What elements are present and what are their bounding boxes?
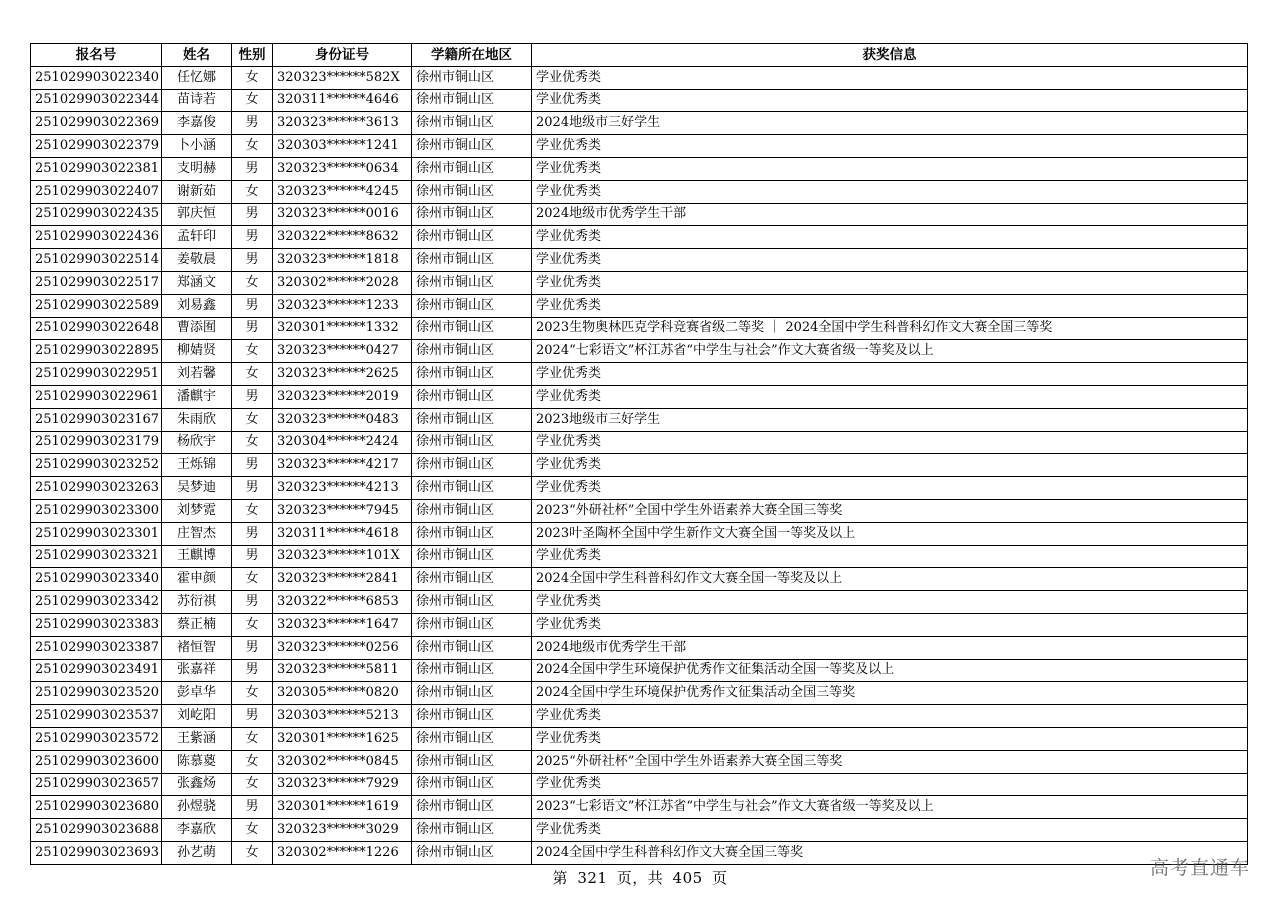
school-region-cell: 徐州市铜山区 bbox=[412, 773, 532, 796]
id-number-cell: 320311******4618 bbox=[273, 522, 412, 545]
registration-number-cell: 251029903022961 bbox=[31, 385, 162, 408]
registration-number-cell: 251029903023301 bbox=[31, 522, 162, 545]
gender-cell: 男 bbox=[232, 203, 273, 226]
header-id-number: 身份证号 bbox=[273, 44, 412, 67]
registration-number-cell: 251029903022344 bbox=[31, 89, 162, 112]
id-number-cell: 320303******1241 bbox=[273, 135, 412, 158]
school-region-cell: 徐州市铜山区 bbox=[412, 226, 532, 249]
award-info-cell: 学业优秀类 bbox=[532, 294, 1248, 317]
id-number-cell: 320323******2019 bbox=[273, 385, 412, 408]
name-cell: 李嘉俊 bbox=[162, 112, 232, 135]
school-region-cell: 徐州市铜山区 bbox=[412, 454, 532, 477]
gender-cell: 女 bbox=[232, 340, 273, 363]
id-number-cell: 320323******3029 bbox=[273, 819, 412, 842]
name-cell: 蔡正楠 bbox=[162, 613, 232, 636]
name-cell: 刘若馨 bbox=[162, 363, 232, 386]
award-info-cell: 2025“外研社杯”全国中学生外语素养大赛全国三等奖 bbox=[532, 750, 1248, 773]
gender-cell: 女 bbox=[232, 613, 273, 636]
gender-cell: 女 bbox=[232, 499, 273, 522]
gender-cell: 男 bbox=[232, 226, 273, 249]
id-number-cell: 320323******2625 bbox=[273, 363, 412, 386]
header-registration-number: 报名号 bbox=[31, 44, 162, 67]
award-info-cell: 学业优秀类 bbox=[532, 89, 1248, 112]
award-info-cell: 2024全国中学生环境保护优秀作文征集活动全国一等奖及以上 bbox=[532, 659, 1248, 682]
award-info-cell: 学业优秀类 bbox=[532, 819, 1248, 842]
award-info-cell: 学业优秀类 bbox=[532, 135, 1248, 158]
id-number-cell: 320311******4646 bbox=[273, 89, 412, 112]
table-row bbox=[31, 545, 1248, 568]
gender-cell: 男 bbox=[232, 385, 273, 408]
school-region-cell: 徐州市铜山区 bbox=[412, 271, 532, 294]
registration-number-cell: 251029903023688 bbox=[31, 819, 162, 842]
award-info-cell: 学业优秀类 bbox=[532, 431, 1248, 454]
gender-cell: 女 bbox=[232, 271, 273, 294]
footer-suffix: 页 bbox=[711, 869, 728, 887]
name-cell: 吴梦迪 bbox=[162, 477, 232, 500]
table-row bbox=[31, 271, 1248, 294]
name-cell: 卜小涵 bbox=[162, 135, 232, 158]
table-row bbox=[31, 636, 1248, 659]
table-row bbox=[31, 659, 1248, 682]
award-info-cell: 学业优秀类 bbox=[532, 705, 1248, 728]
award-info-cell: 学业优秀类 bbox=[532, 249, 1248, 272]
school-region-cell: 徐州市铜山区 bbox=[412, 841, 532, 864]
registration-number-cell: 251029903022435 bbox=[31, 203, 162, 226]
name-cell: 朱雨欣 bbox=[162, 408, 232, 431]
school-region-cell: 徐州市铜山区 bbox=[412, 203, 532, 226]
registration-number-cell: 251029903022951 bbox=[31, 363, 162, 386]
table-row bbox=[31, 180, 1248, 203]
gender-cell: 男 bbox=[232, 112, 273, 135]
id-number-cell: 320323******101X bbox=[273, 545, 412, 568]
gender-cell: 男 bbox=[232, 522, 273, 545]
id-number-cell: 320323******0634 bbox=[273, 157, 412, 180]
name-cell: 潘麒宇 bbox=[162, 385, 232, 408]
award-info-cell: 2024“七彩语文”杯江苏省“中学生与社会”作文大赛省级一等奖及以上 bbox=[532, 340, 1248, 363]
name-cell: 王麒博 bbox=[162, 545, 232, 568]
gender-cell: 女 bbox=[232, 773, 273, 796]
school-region-cell: 徐州市铜山区 bbox=[412, 431, 532, 454]
id-number-cell: 320302******2028 bbox=[273, 271, 412, 294]
gender-cell: 女 bbox=[232, 66, 273, 89]
registration-number-cell: 251029903022589 bbox=[31, 294, 162, 317]
name-cell: 庄智杰 bbox=[162, 522, 232, 545]
award-info-cell: 2024地级市优秀学生干部 bbox=[532, 636, 1248, 659]
roster-table bbox=[30, 43, 1248, 865]
id-number-cell: 320323******0256 bbox=[273, 636, 412, 659]
table-row bbox=[31, 203, 1248, 226]
registration-number-cell: 251029903023600 bbox=[31, 750, 162, 773]
registration-number-cell: 251029903023252 bbox=[31, 454, 162, 477]
gender-cell: 男 bbox=[232, 545, 273, 568]
id-number-cell: 320304******2424 bbox=[273, 431, 412, 454]
gender-cell: 男 bbox=[232, 454, 273, 477]
school-region-cell: 徐州市铜山区 bbox=[412, 477, 532, 500]
name-cell: 彭卓华 bbox=[162, 682, 232, 705]
registration-number-cell: 251029903023520 bbox=[31, 682, 162, 705]
school-region-cell: 徐州市铜山区 bbox=[412, 249, 532, 272]
table-row bbox=[31, 226, 1248, 249]
id-number-cell: 320323******4245 bbox=[273, 180, 412, 203]
school-region-cell: 徐州市铜山区 bbox=[412, 340, 532, 363]
award-info-cell: 2024地级市优秀学生干部 bbox=[532, 203, 1248, 226]
gender-cell: 男 bbox=[232, 705, 273, 728]
name-cell: 霍申颜 bbox=[162, 568, 232, 591]
school-region-cell: 徐州市铜山区 bbox=[412, 705, 532, 728]
award-info-cell: 2023“七彩语文”杯江苏省“中学生与社会”作文大赛省级一等奖及以上 bbox=[532, 796, 1248, 819]
name-cell: 曹添囿 bbox=[162, 317, 232, 340]
school-region-cell: 徐州市铜山区 bbox=[412, 522, 532, 545]
gender-cell: 女 bbox=[232, 750, 273, 773]
gender-cell: 男 bbox=[232, 477, 273, 500]
gender-cell: 女 bbox=[232, 568, 273, 591]
name-cell: 张鑫炀 bbox=[162, 773, 232, 796]
id-number-cell: 320323******1647 bbox=[273, 613, 412, 636]
name-cell: 苏衍祺 bbox=[162, 591, 232, 614]
registration-number-cell: 251029903022340 bbox=[31, 66, 162, 89]
table-row bbox=[31, 317, 1248, 340]
registration-number-cell: 251029903023300 bbox=[31, 499, 162, 522]
id-number-cell: 320323******0427 bbox=[273, 340, 412, 363]
registration-number-cell: 251029903023167 bbox=[31, 408, 162, 431]
header-school-region: 学籍所在地区 bbox=[412, 44, 532, 67]
school-region-cell: 徐州市铜山区 bbox=[412, 545, 532, 568]
id-number-cell: 320323******7929 bbox=[273, 773, 412, 796]
table-row bbox=[31, 796, 1248, 819]
registration-number-cell: 251029903023321 bbox=[31, 545, 162, 568]
school-region-cell: 徐州市铜山区 bbox=[412, 317, 532, 340]
footer-prefix: 第 bbox=[552, 869, 569, 887]
table-row bbox=[31, 89, 1248, 112]
table-row bbox=[31, 157, 1248, 180]
award-info-cell: 2023叶圣陶杯全国中学生新作文大赛全国一等奖及以上 bbox=[532, 522, 1248, 545]
award-info-cell: 学业优秀类 bbox=[532, 591, 1248, 614]
award-info-cell: 学业优秀类 bbox=[532, 271, 1248, 294]
award-info-cell: 2024全国中学生科普科幻作文大赛全国三等奖 bbox=[532, 841, 1248, 864]
gender-cell: 女 bbox=[232, 819, 273, 842]
table-row bbox=[31, 66, 1248, 89]
school-region-cell: 徐州市铜山区 bbox=[412, 659, 532, 682]
footer-page-number: 321 bbox=[577, 869, 608, 887]
award-info-cell: 2023“外研社杯”全国中学生外语素养大赛全国三等奖 bbox=[532, 499, 1248, 522]
id-number-cell: 320303******5213 bbox=[273, 705, 412, 728]
watermark: 高考直通车 bbox=[1149, 857, 1250, 879]
name-cell: 刘梦霓 bbox=[162, 499, 232, 522]
name-cell: 柳婧贤 bbox=[162, 340, 232, 363]
registration-number-cell: 251029903023693 bbox=[31, 841, 162, 864]
registration-number-cell: 251029903022517 bbox=[31, 271, 162, 294]
award-info-cell: 2023地级市三好学生 bbox=[532, 408, 1248, 431]
name-cell: 苗诗若 bbox=[162, 89, 232, 112]
table-row bbox=[31, 841, 1248, 864]
table-row bbox=[31, 340, 1248, 363]
table-row bbox=[31, 727, 1248, 750]
footer-total-pages: 405 bbox=[672, 869, 703, 887]
school-region-cell: 徐州市铜山区 bbox=[412, 385, 532, 408]
footer-mid: 页，共 bbox=[616, 869, 664, 887]
award-info-cell: 学业优秀类 bbox=[532, 454, 1248, 477]
gender-cell: 男 bbox=[232, 796, 273, 819]
registration-number-cell: 251029903022369 bbox=[31, 112, 162, 135]
registration-number-cell: 251029903023657 bbox=[31, 773, 162, 796]
name-cell: 谢新茹 bbox=[162, 180, 232, 203]
registration-number-cell: 251029903023680 bbox=[31, 796, 162, 819]
table-row bbox=[31, 385, 1248, 408]
school-region-cell: 徐州市铜山区 bbox=[412, 796, 532, 819]
registration-number-cell: 251029903023263 bbox=[31, 477, 162, 500]
gender-cell: 男 bbox=[232, 591, 273, 614]
id-number-cell: 320301******1332 bbox=[273, 317, 412, 340]
id-number-cell: 320323******0483 bbox=[273, 408, 412, 431]
name-cell: 郭庆恒 bbox=[162, 203, 232, 226]
table-row bbox=[31, 499, 1248, 522]
table-row bbox=[31, 568, 1248, 591]
school-region-cell: 徐州市铜山区 bbox=[412, 568, 532, 591]
name-cell: 孙煜骁 bbox=[162, 796, 232, 819]
id-number-cell: 320323******4213 bbox=[273, 477, 412, 500]
school-region-cell: 徐州市铜山区 bbox=[412, 682, 532, 705]
name-cell: 褚恒智 bbox=[162, 636, 232, 659]
table-row bbox=[31, 750, 1248, 773]
registration-number-cell: 251029903022514 bbox=[31, 249, 162, 272]
header-row bbox=[31, 44, 1248, 67]
school-region-cell: 徐州市铜山区 bbox=[412, 294, 532, 317]
id-number-cell: 320323******5811 bbox=[273, 659, 412, 682]
school-region-cell: 徐州市铜山区 bbox=[412, 591, 532, 614]
gender-cell: 女 bbox=[232, 727, 273, 750]
id-number-cell: 320322******6853 bbox=[273, 591, 412, 614]
name-cell: 陈慕葼 bbox=[162, 750, 232, 773]
registration-number-cell: 251029903023491 bbox=[31, 659, 162, 682]
registration-number-cell: 251029903023340 bbox=[31, 568, 162, 591]
award-info-cell: 2024全国中学生环境保护优秀作文征集活动全国三等奖 bbox=[532, 682, 1248, 705]
gender-cell: 女 bbox=[232, 408, 273, 431]
registration-number-cell: 251029903023179 bbox=[31, 431, 162, 454]
gender-cell: 女 bbox=[232, 431, 273, 454]
award-info-cell: 2024全国中学生科普科幻作文大赛全国一等奖及以上 bbox=[532, 568, 1248, 591]
award-info-cell: 学业优秀类 bbox=[532, 477, 1248, 500]
table-row bbox=[31, 705, 1248, 728]
gender-cell: 男 bbox=[232, 317, 273, 340]
award-info-cell: 学业优秀类 bbox=[532, 613, 1248, 636]
id-number-cell: 320323******7945 bbox=[273, 499, 412, 522]
id-number-cell: 320323******2841 bbox=[273, 568, 412, 591]
award-info-cell: 学业优秀类 bbox=[532, 545, 1248, 568]
table-row bbox=[31, 591, 1248, 614]
school-region-cell: 徐州市铜山区 bbox=[412, 408, 532, 431]
table-row bbox=[31, 408, 1248, 431]
gender-cell: 女 bbox=[232, 89, 273, 112]
school-region-cell: 徐州市铜山区 bbox=[412, 66, 532, 89]
table-row bbox=[31, 249, 1248, 272]
gender-cell: 女 bbox=[232, 363, 273, 386]
award-info-cell: 学业优秀类 bbox=[532, 385, 1248, 408]
id-number-cell: 320323******582X bbox=[273, 66, 412, 89]
school-region-cell: 徐州市铜山区 bbox=[412, 636, 532, 659]
name-cell: 姜敬晨 bbox=[162, 249, 232, 272]
award-info-cell: 学业优秀类 bbox=[532, 773, 1248, 796]
table-row bbox=[31, 294, 1248, 317]
gender-cell: 男 bbox=[232, 157, 273, 180]
award-info-cell: 学业优秀类 bbox=[532, 226, 1248, 249]
id-number-cell: 320305******0820 bbox=[273, 682, 412, 705]
registration-number-cell: 251029903023383 bbox=[31, 613, 162, 636]
award-info-cell: 2023生物奥林匹克学科竞赛省级二等奖 ｜ 2024全国中学生科普科幻作文大赛全国三等奖 bbox=[532, 317, 1248, 340]
award-info-cell: 学业优秀类 bbox=[532, 180, 1248, 203]
id-number-cell: 320322******8632 bbox=[273, 226, 412, 249]
name-cell: 杨欣宇 bbox=[162, 431, 232, 454]
gender-cell: 男 bbox=[232, 294, 273, 317]
id-number-cell: 320301******1619 bbox=[273, 796, 412, 819]
school-region-cell: 徐州市铜山区 bbox=[412, 180, 532, 203]
registration-number-cell: 251029903022381 bbox=[31, 157, 162, 180]
table-row bbox=[31, 363, 1248, 386]
school-region-cell: 徐州市铜山区 bbox=[412, 157, 532, 180]
gender-cell: 男 bbox=[232, 249, 273, 272]
registration-number-cell: 251029903022895 bbox=[31, 340, 162, 363]
table-row bbox=[31, 773, 1248, 796]
name-cell: 王紫涵 bbox=[162, 727, 232, 750]
table-row bbox=[31, 112, 1248, 135]
registration-number-cell: 251029903022436 bbox=[31, 226, 162, 249]
gender-cell: 男 bbox=[232, 659, 273, 682]
id-number-cell: 320323******3613 bbox=[273, 112, 412, 135]
table-row bbox=[31, 454, 1248, 477]
award-info-cell: 学业优秀类 bbox=[532, 66, 1248, 89]
table-row bbox=[31, 477, 1248, 500]
gender-cell: 女 bbox=[232, 135, 273, 158]
table-row bbox=[31, 135, 1248, 158]
page-footer bbox=[0, 867, 1280, 888]
registration-number-cell: 251029903023387 bbox=[31, 636, 162, 659]
school-region-cell: 徐州市铜山区 bbox=[412, 363, 532, 386]
name-cell: 郑涵文 bbox=[162, 271, 232, 294]
id-number-cell: 320302******0845 bbox=[273, 750, 412, 773]
award-info-cell: 2024地级市三好学生 bbox=[532, 112, 1248, 135]
id-number-cell: 320323******4217 bbox=[273, 454, 412, 477]
name-cell: 李嘉欣 bbox=[162, 819, 232, 842]
gender-cell: 女 bbox=[232, 841, 273, 864]
school-region-cell: 徐州市铜山区 bbox=[412, 112, 532, 135]
name-cell: 支明赫 bbox=[162, 157, 232, 180]
registration-number-cell: 251029903022407 bbox=[31, 180, 162, 203]
school-region-cell: 徐州市铜山区 bbox=[412, 89, 532, 112]
award-info-cell: 学业优秀类 bbox=[532, 363, 1248, 386]
registration-number-cell: 251029903022648 bbox=[31, 317, 162, 340]
id-number-cell: 320323******0016 bbox=[273, 203, 412, 226]
name-cell: 王烁锦 bbox=[162, 454, 232, 477]
award-info-cell: 学业优秀类 bbox=[532, 727, 1248, 750]
header-gender: 性别 bbox=[232, 44, 273, 67]
school-region-cell: 徐州市铜山区 bbox=[412, 499, 532, 522]
table-header bbox=[31, 44, 1248, 67]
header-name: 姓名 bbox=[162, 44, 232, 67]
table-row bbox=[31, 682, 1248, 705]
gender-cell: 男 bbox=[232, 636, 273, 659]
id-number-cell: 320301******1625 bbox=[273, 727, 412, 750]
registration-number-cell: 251029903023572 bbox=[31, 727, 162, 750]
table-row bbox=[31, 431, 1248, 454]
gender-cell: 女 bbox=[232, 682, 273, 705]
id-number-cell: 320323******1233 bbox=[273, 294, 412, 317]
table-row bbox=[31, 522, 1248, 545]
name-cell: 孙艺萌 bbox=[162, 841, 232, 864]
table-row bbox=[31, 613, 1248, 636]
school-region-cell: 徐州市铜山区 bbox=[412, 819, 532, 842]
school-region-cell: 徐州市铜山区 bbox=[412, 613, 532, 636]
header-award-info: 获奖信息 bbox=[532, 44, 1248, 67]
name-cell: 张嘉祥 bbox=[162, 659, 232, 682]
registration-number-cell: 251029903022379 bbox=[31, 135, 162, 158]
table-row bbox=[31, 819, 1248, 842]
name-cell: 刘屹阳 bbox=[162, 705, 232, 728]
registration-number-cell: 251029903023537 bbox=[31, 705, 162, 728]
school-region-cell: 徐州市铜山区 bbox=[412, 135, 532, 158]
school-region-cell: 徐州市铜山区 bbox=[412, 727, 532, 750]
name-cell: 任忆娜 bbox=[162, 66, 232, 89]
award-info-cell: 学业优秀类 bbox=[532, 157, 1248, 180]
id-number-cell: 320323******1818 bbox=[273, 249, 412, 272]
table-body bbox=[31, 66, 1248, 864]
name-cell: 孟轩印 bbox=[162, 226, 232, 249]
id-number-cell: 320302******1226 bbox=[273, 841, 412, 864]
school-region-cell: 徐州市铜山区 bbox=[412, 750, 532, 773]
name-cell: 刘易鑫 bbox=[162, 294, 232, 317]
registration-number-cell: 251029903023342 bbox=[31, 591, 162, 614]
gender-cell: 女 bbox=[232, 180, 273, 203]
